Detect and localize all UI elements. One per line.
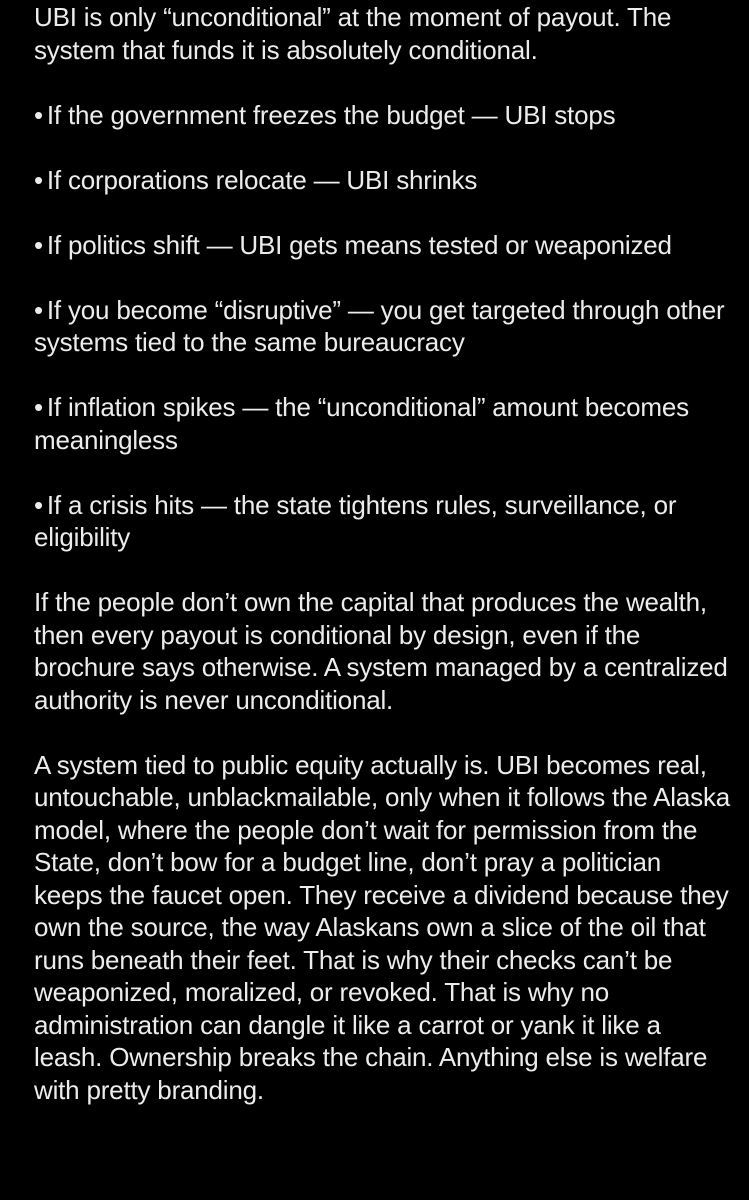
bullet-text: If the government freezes the budget — UBI stops — [46, 99, 616, 130]
ownership-paragraph: If the people don’t own the capital that produces the wealth, then every payout is conditional by design, even if the brochure says otherwise. A system managed by a centralized authority is never unconditional. — [34, 587, 728, 715]
bullet-dot: • — [34, 99, 43, 130]
bullet-item — [34, 391, 734, 456]
bullet-text: If corporations relocate — UBI shrinks — [46, 164, 478, 195]
bullet-text: If inflation spikes — the “unconditional” amount becomes meaningless — [34, 392, 689, 455]
bullet-dot: • — [34, 294, 43, 325]
alaska-model-paragraph: A system tied to public equity actually is. UBI becomes real, untouchable, unblackmailable, only when it follows the Alaska model, where the people don’t wait for permission from the State, don’t bow for a budget line, don’t pray a politician keeps the faucet open. They receive a dividend because they own the source, the way Alaskans own a slice of the oil that runs beneath their feet. That is why their checks can’t be weaponized, moralized, or revoked. That is why no administration can dangle it like a carrot or yank it like a leash. Ownership breaks the chain. Anything else is welfare with pretty branding. — [34, 749, 731, 1105]
document-body — [34, 1, 734, 1106]
bullet-item — [34, 489, 734, 554]
bullet-text: If you become “disruptive” — you get targeted through other systems tied to the same bureaucracy — [34, 294, 725, 357]
bullet-text: If politics shift — UBI gets means tested or weaponized — [46, 229, 672, 260]
bullet-item — [34, 99, 734, 132]
bullet-dot: • — [34, 164, 43, 195]
bullet-dot: • — [34, 489, 43, 520]
bullet-item — [34, 229, 734, 262]
bullet-item — [34, 164, 734, 197]
intro-paragraph: UBI is only “unconditional” at the moment of payout. The system that funds it is absolutely conditional. — [34, 2, 672, 65]
bullet-dot: • — [34, 229, 43, 260]
bullet-text: If a crisis hits — the state tightens rules, surveillance, or eligibility — [34, 489, 677, 552]
bullet-item — [34, 294, 734, 359]
bullet-dot: • — [34, 392, 43, 422]
